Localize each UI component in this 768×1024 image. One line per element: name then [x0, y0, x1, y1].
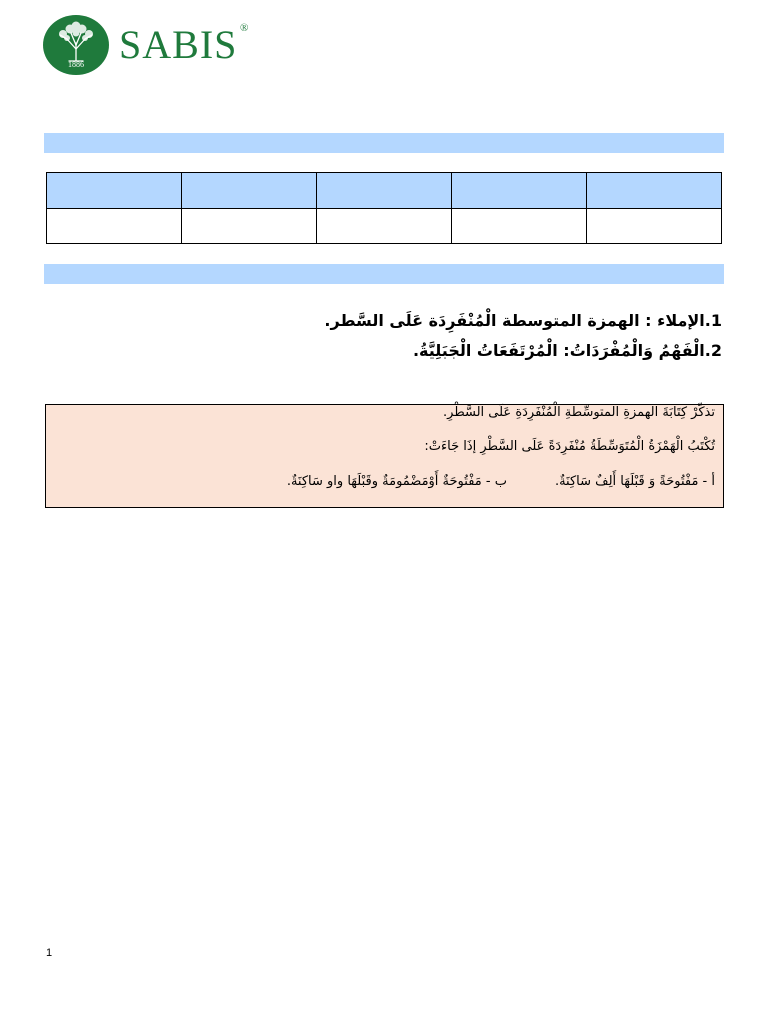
- table-cell[interactable]: [47, 209, 182, 244]
- lesson-items: [44, 308, 722, 368]
- registered-mark: ®: [240, 22, 250, 34]
- lesson-item-comprehension: 2.الْفَهْمُ وَالْمُفْرَدَاتُ: الْمُرْتَفَعَاتُ الْجَبَلِيَّةُ.: [412, 341, 722, 360]
- info-table: [46, 172, 722, 244]
- table-header-cell: [47, 173, 182, 209]
- reminder-rule: تُكْتَبُ الْهَمْزَةُ الْمُتَوَسِّطَةُ مُنْفَرِدَةً عَلَى السَّطْرِ إذَا جَاءَتْ:: [424, 439, 715, 454]
- logo-wordmark: [119, 22, 250, 67]
- page-number: 1: [46, 947, 53, 959]
- table-header-cell: [452, 173, 587, 209]
- sabis-logo: [43, 14, 250, 76]
- logo-wordmark-text: SABIS: [119, 22, 238, 67]
- table-header-row: [47, 173, 722, 209]
- reminder-option-a: أ - مَفْتُوحَةً وَ قَبْلَهَا أَلِفٌ سَاكِنَةٌ.: [554, 474, 715, 489]
- section-header-bar: [44, 264, 724, 284]
- section-header-bar: [44, 133, 724, 153]
- reminder-box: [45, 404, 724, 508]
- tree-emblem-icon: [43, 15, 109, 75]
- table-header-cell: [182, 173, 317, 209]
- table-cell[interactable]: [182, 209, 317, 244]
- table-cell[interactable]: [317, 209, 452, 244]
- reminder-option-b: ب - مَفْتُوحَةٌ أَوْمَضْمُومَةٌ وقَبْلَهَا واو سَاكِنَةٌ.: [286, 474, 507, 489]
- table-cell[interactable]: [452, 209, 587, 244]
- reminder-title: تذكّرْ كِتَابَةَ الهمزةِ المتوسِّطةِ الْمُنْفَرِدَةِ عَلَى السَّطْرِ.: [443, 405, 715, 420]
- reminder-options: [287, 474, 715, 489]
- table-header-cell: [317, 173, 452, 209]
- table-header-cell: [587, 173, 722, 209]
- logo-year: 1886: [68, 60, 84, 69]
- table-cell[interactable]: [587, 209, 722, 244]
- table-row: [47, 209, 722, 244]
- lesson-item-dictation: 1.الإملاء : الهمزة المتوسطة الْمُنْفَرِدَة عَلَى السَّطر.: [324, 311, 722, 330]
